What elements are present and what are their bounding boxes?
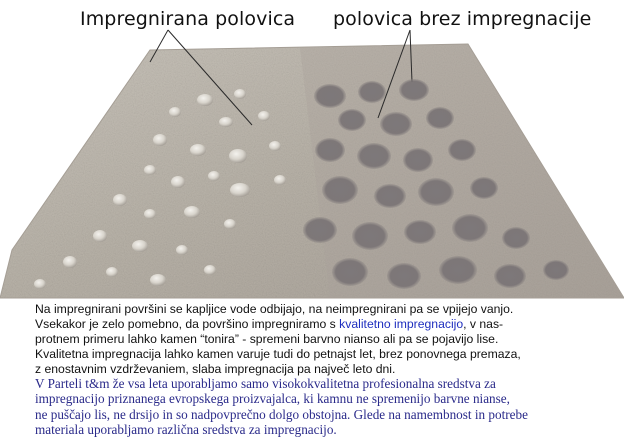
statement-line: impregnacijo priznanega evropskega proizvajalca, ki kamnu ne spremenijo barvne nianse,: [35, 391, 510, 407]
statement-line: ne puščajo lis, ne drsijo in so nadpovprečno dolgo obstojna. Glede na namembnost in potrebe: [35, 406, 528, 422]
text-segment: , v nas-: [463, 317, 504, 331]
text-line: Na impregnirani površini se kapljice vode odbijajo, na neimpregnirani pa se vpijejo vanjo.: [35, 302, 514, 316]
text-line: z enostavnim vzdrževaniem, slaba impregnacija pa največ leto dni.: [35, 362, 396, 376]
label-untreated-half: polovica brez impregnacije: [333, 8, 592, 30]
label-impregnated-half: Impregnirana polovica: [80, 8, 296, 30]
quality-impregnation-link[interactable]: kvalitetno impregnacijo: [339, 317, 464, 331]
statement-line: materiala uporabljamo različna sredstva za impregnacijo.: [35, 421, 337, 437]
text-line: protnem primeru lahko kamen “tonira” - spremeni barvno nianso ali pa se pojavijo lise.: [35, 332, 499, 346]
text-line: Kvalitetna impregnacija lahko kamen varuje tudi do petnajst let, brez ponovnega premaza,: [35, 347, 521, 361]
statement-line: V Parteli t&m že vsa leta uporabljamo samo visokokvalitetna profesionalna sredstva za: [35, 376, 496, 391]
company-statement: [35, 376, 620, 437]
description-text: [35, 302, 615, 377]
text-segment: Vsekakor je zelo pomebno, da površino impregniramo s: [35, 317, 340, 331]
text-line: [35, 317, 615, 332]
